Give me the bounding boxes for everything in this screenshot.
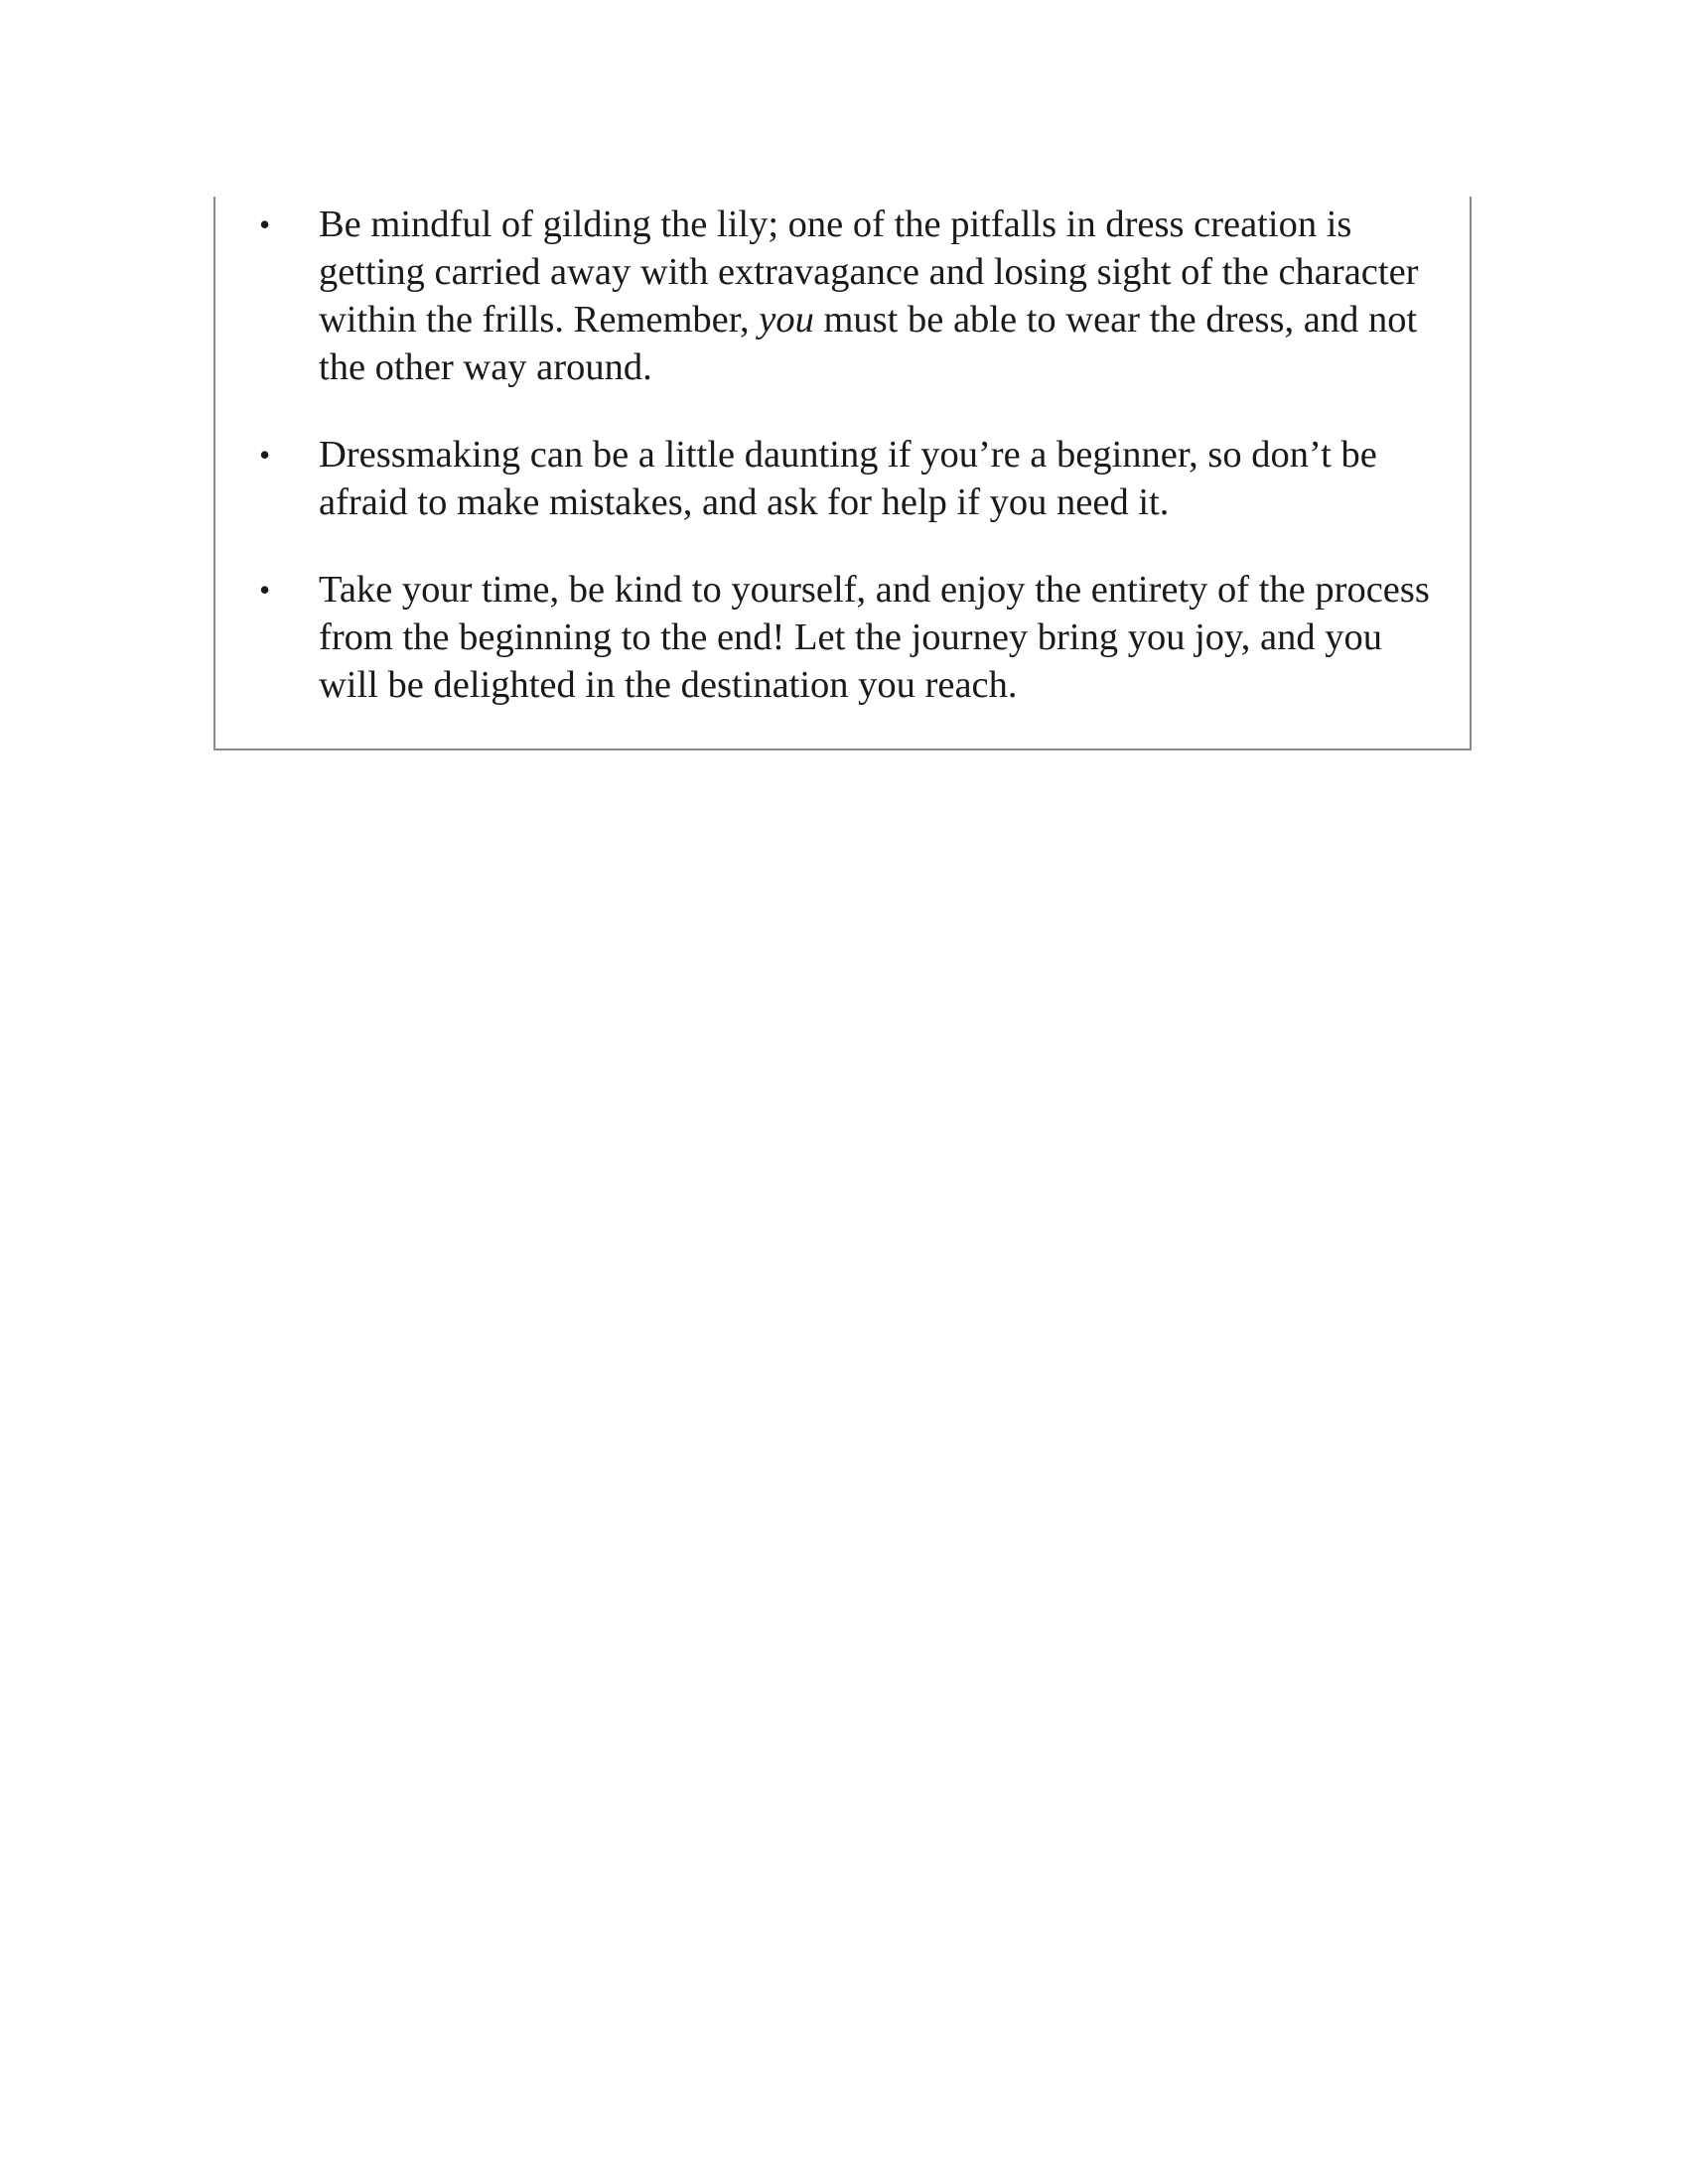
- bullet-icon: •: [259, 206, 271, 242]
- bullet-icon: •: [259, 572, 271, 608]
- tips-box: [213, 197, 1472, 751]
- tip-text-after-emphasis: must be able to wear the dress, and not the other way around.: [319, 299, 1418, 388]
- list-item: [215, 431, 1470, 526]
- tips-list: [215, 197, 1470, 749]
- tip-text: [319, 204, 1418, 388]
- bullet-icon: •: [259, 437, 271, 473]
- list-item: [215, 566, 1470, 709]
- tip-text: Take your time, be kind to yourself, and enjoy the entirety of the process from the beginning to the end! Let the journey bring you joy, and you will be delighted in the destination you reach.: [319, 569, 1430, 706]
- list-item: [215, 201, 1470, 391]
- tip-text-emphasis: you: [759, 299, 814, 341]
- tip-text-before-emphasis: Be mindful of gilding the lily; one of the pitfalls in dress creation is getting carried away with extravagance and losing sight of the character within the frills. Remember,: [319, 204, 1419, 341]
- tip-text: Dressmaking can be a little daunting if you’re a beginner, so don’t be afraid to make mistakes, and ask for help if you need it.: [319, 434, 1377, 523]
